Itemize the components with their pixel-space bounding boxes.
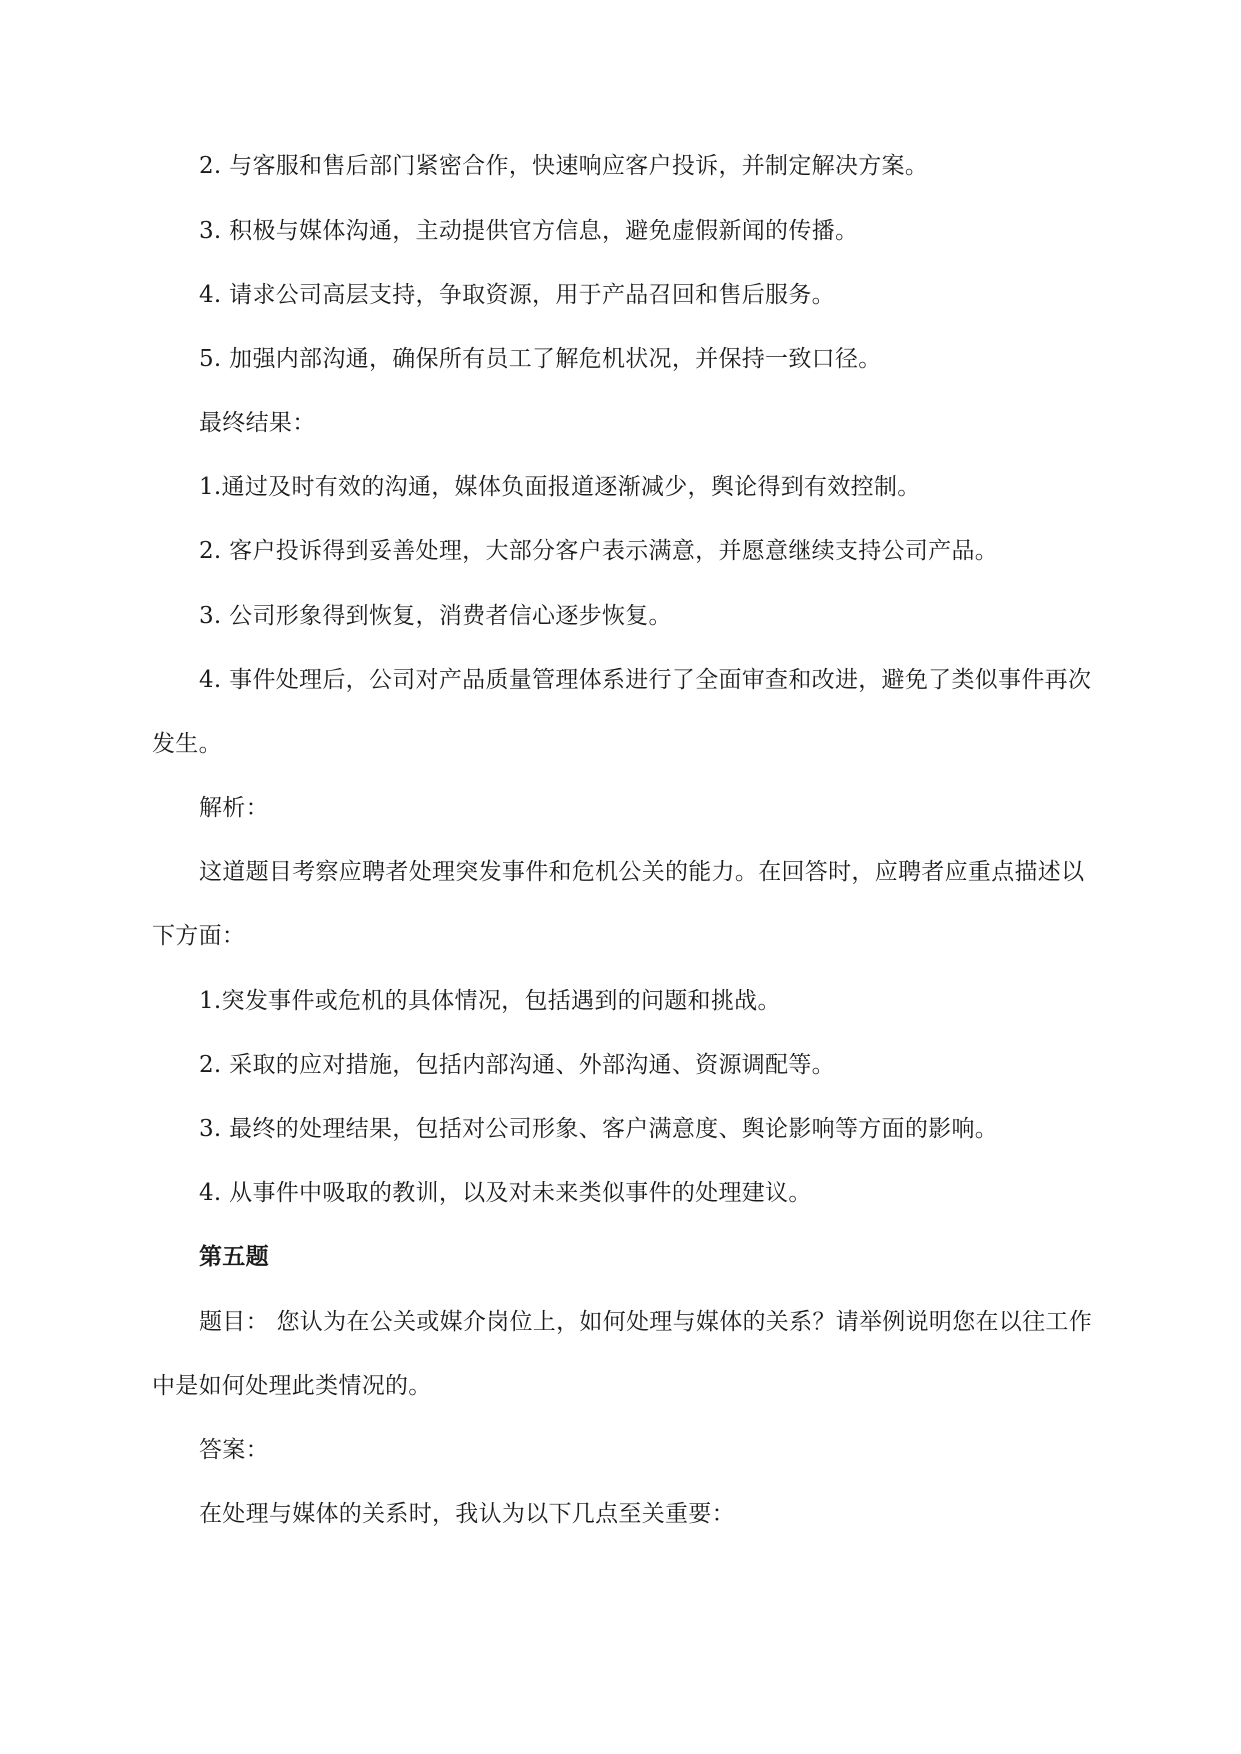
paragraph: 2. 采取的应对措施，包括内部沟通、外部沟通、资源调配等。 [199, 1052, 835, 1078]
section-label-answer: 答案： [199, 1437, 269, 1463]
section-label-final-result: 最终结果： [199, 410, 316, 436]
section-heading-question-five: 第五题 [199, 1243, 269, 1270]
paragraph: 3. 公司形象得到恢复，消费者信心逐步恢复。 [199, 603, 672, 629]
paragraph: 5. 加强内部沟通，确保所有员工了解危机状况，并保持一致口径。 [199, 346, 882, 372]
paragraph: 3. 最终的处理结果，包括对公司形象、客户满意度、舆论影响等方面的影响。 [199, 1116, 999, 1142]
paragraph: 在处理与媒体的关系时，我认为以下几点至关重要： [199, 1501, 735, 1527]
paragraph: 1.通过及时有效的沟通，媒体负面报道逐渐减少，舆论得到有效控制。 [199, 474, 921, 500]
question-text: 题目： 您认为在公关或媒介岗位上，如何处理与媒体的关系？请举例说明您在以往工作中是如何处理此类情况的。 [152, 1309, 1093, 1399]
paragraph: 这道题目考察应聘者处理突发事件和危机公关的能力。在回答时，应聘者应重点描述以下方面： [152, 859, 1085, 949]
section-label-analysis: 解析： [199, 795, 269, 821]
paragraph: 2. 客户投诉得到妥善处理，大部分客户表示满意，并愿意继续支持公司产品。 [199, 538, 999, 564]
paragraph: 2. 与客服和售后部门紧密合作，快速响应客户投诉，并制定解决方案。 [199, 153, 929, 179]
paragraph: 1.突发事件或危机的具体情况，包括遇到的问题和挑战。 [199, 988, 781, 1014]
paragraph: 4. 事件处理后，公司对产品质量管理体系进行了全面审查和改进，避免了类似事件再次发生。 [152, 667, 1092, 757]
paragraph: 4. 从事件中吸取的教训，以及对未来类似事件的处理建议。 [199, 1180, 812, 1206]
paragraph: 3. 积极与媒体沟通，主动提供官方信息，避免虚假新闻的传播。 [199, 218, 859, 244]
paragraph: 4. 请求公司高层支持，争取资源，用于产品召回和售后服务。 [199, 282, 835, 308]
